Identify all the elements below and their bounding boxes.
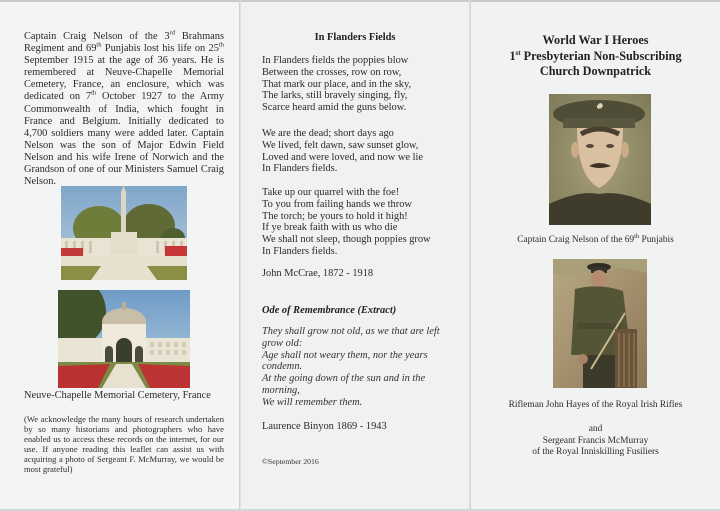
poem-stanza-1 — [262, 55, 462, 114]
title-line-2 — [471, 49, 720, 65]
ode-line: They shall grow not old, as we that are left — [262, 326, 440, 337]
title-ordinal-number: 1 — [509, 48, 516, 63]
ode-line: At the going down of the sun and in the — [262, 373, 426, 385]
ordinal-suffix: th — [91, 90, 97, 97]
cemetery-caption: Neuve-Chapelle Memorial Cemetery, France — [24, 390, 211, 401]
caption-conjunction: and — [588, 424, 603, 434]
ode-author: Laurence Binyon 1869 - 1943 — [262, 421, 387, 432]
poem-stanza-2 — [262, 128, 462, 175]
intro-paragraph — [24, 31, 224, 188]
ode-line: We will remember them. — [262, 396, 363, 408]
title-church-name: Presbyterian Non-Subscribing — [520, 48, 682, 63]
poem-title: In Flanders Fields — [314, 32, 396, 43]
memorial-pavilion-photo — [58, 290, 190, 388]
poem-line: If ye break faith with us who die — [262, 222, 398, 234]
sergeant-mcmurray-caption — [471, 436, 720, 458]
poem-line: We are the dead; short days ago — [262, 128, 394, 139]
mcmurray-regiment: of the Royal Inniskilling Fusiliers — [532, 447, 659, 458]
title-line-1: World War I Heroes — [542, 33, 649, 47]
poem-line: Loved and were loved, and now we lie — [262, 151, 423, 163]
poem-line: The torch; be yours to hold it high! — [262, 210, 408, 222]
ode-title: Ode of Remembrance (Extract) — [262, 305, 397, 316]
title-line-3: Church Downpatrick — [539, 64, 652, 78]
ode-line: morning, — [262, 384, 300, 396]
poem-author: John McCrae, 1872 - 1918 — [262, 268, 374, 279]
poem-line: We lived, felt dawn, saw sunset glow, — [262, 139, 419, 151]
intro-text: Brahmans Regiment and 69 — [24, 31, 225, 55]
poem-line: We shall not sleep, though poppies grow — [262, 234, 431, 246]
caption-text: Punjabis — [639, 235, 674, 245]
ode-extract — [262, 326, 462, 409]
captain-nelson-portrait — [549, 94, 651, 225]
poem-line: Take up our quarrel with the foe! — [262, 187, 400, 198]
ode-line: grow old: — [262, 337, 303, 349]
poem-line: In Flanders fields. — [262, 245, 338, 257]
poem-line: In Flanders fields the poppies blow — [262, 55, 409, 66]
poem-line: Scarce heard amid the guns below. — [262, 102, 407, 114]
leaflet-title — [471, 33, 720, 80]
ordinal-suffix: th — [218, 41, 224, 49]
caption-text: Captain Craig Nelson of the 69 — [517, 235, 635, 245]
rifleman-hayes-caption: Rifleman John Hayes of the Royal Irish Rifles — [508, 400, 683, 410]
memorial-column-photo — [61, 186, 187, 280]
ordinal-suffix: st — [515, 48, 521, 57]
intro-text: September 1915 at the age of 36 years. He is remembered at Neuve-Chapelle Memorial Cemetery, France, an enclosure, which was dedicated on 7 — [24, 55, 224, 103]
poem-line: In Flanders fields. — [262, 163, 338, 175]
poem-stanza-3 — [262, 187, 462, 258]
intro-text: Punjabis lost his life on 25 — [101, 43, 219, 55]
acknowledgement-note: (We acknowledge the many hours of research undertaken by so many historians and photographers who have enabled us to access these records on the internet, for our use. If anyone reading this leaflet can assist us with acquiring a photo of Sergeant F. McMurray, we would be most grateful) — [24, 414, 224, 475]
ordinal-suffix: th — [96, 41, 102, 49]
ode-line: condemn. — [262, 361, 303, 373]
mcmurray-name: Sergeant Francis McMurray — [542, 436, 649, 446]
ode-line: Age shall not weary them, nor the years — [262, 349, 428, 361]
poem-line: That mark our place, and in the sky, — [262, 78, 412, 90]
intro-text: Captain Craig Nelson of the 3 — [24, 31, 170, 42]
intro-text: October 1927 to the Army Commonwealth of India, which fought in France and Belgium. Initially dedicated to 4,700 soldiers many were added later. Captain Nelson was the son of Major Edwin Field Nelson and his wife Irene of Norwich and the Grandson of one of our Ministers Samuel Craig Nelson. — [24, 91, 224, 188]
copyright-notice: ©September 2016 — [262, 457, 319, 466]
captain-nelson-caption — [471, 232, 720, 246]
ordinal-suffix: rd — [169, 29, 176, 37]
poem-line: To you from failing hands we throw — [262, 198, 412, 210]
poem-line: Between the crosses, row on row, — [262, 66, 402, 78]
ordinal-suffix: th — [634, 232, 640, 240]
rifleman-hayes-portrait — [553, 259, 647, 388]
poem-line: The larks, still bravely singing, fly, — [262, 90, 408, 102]
